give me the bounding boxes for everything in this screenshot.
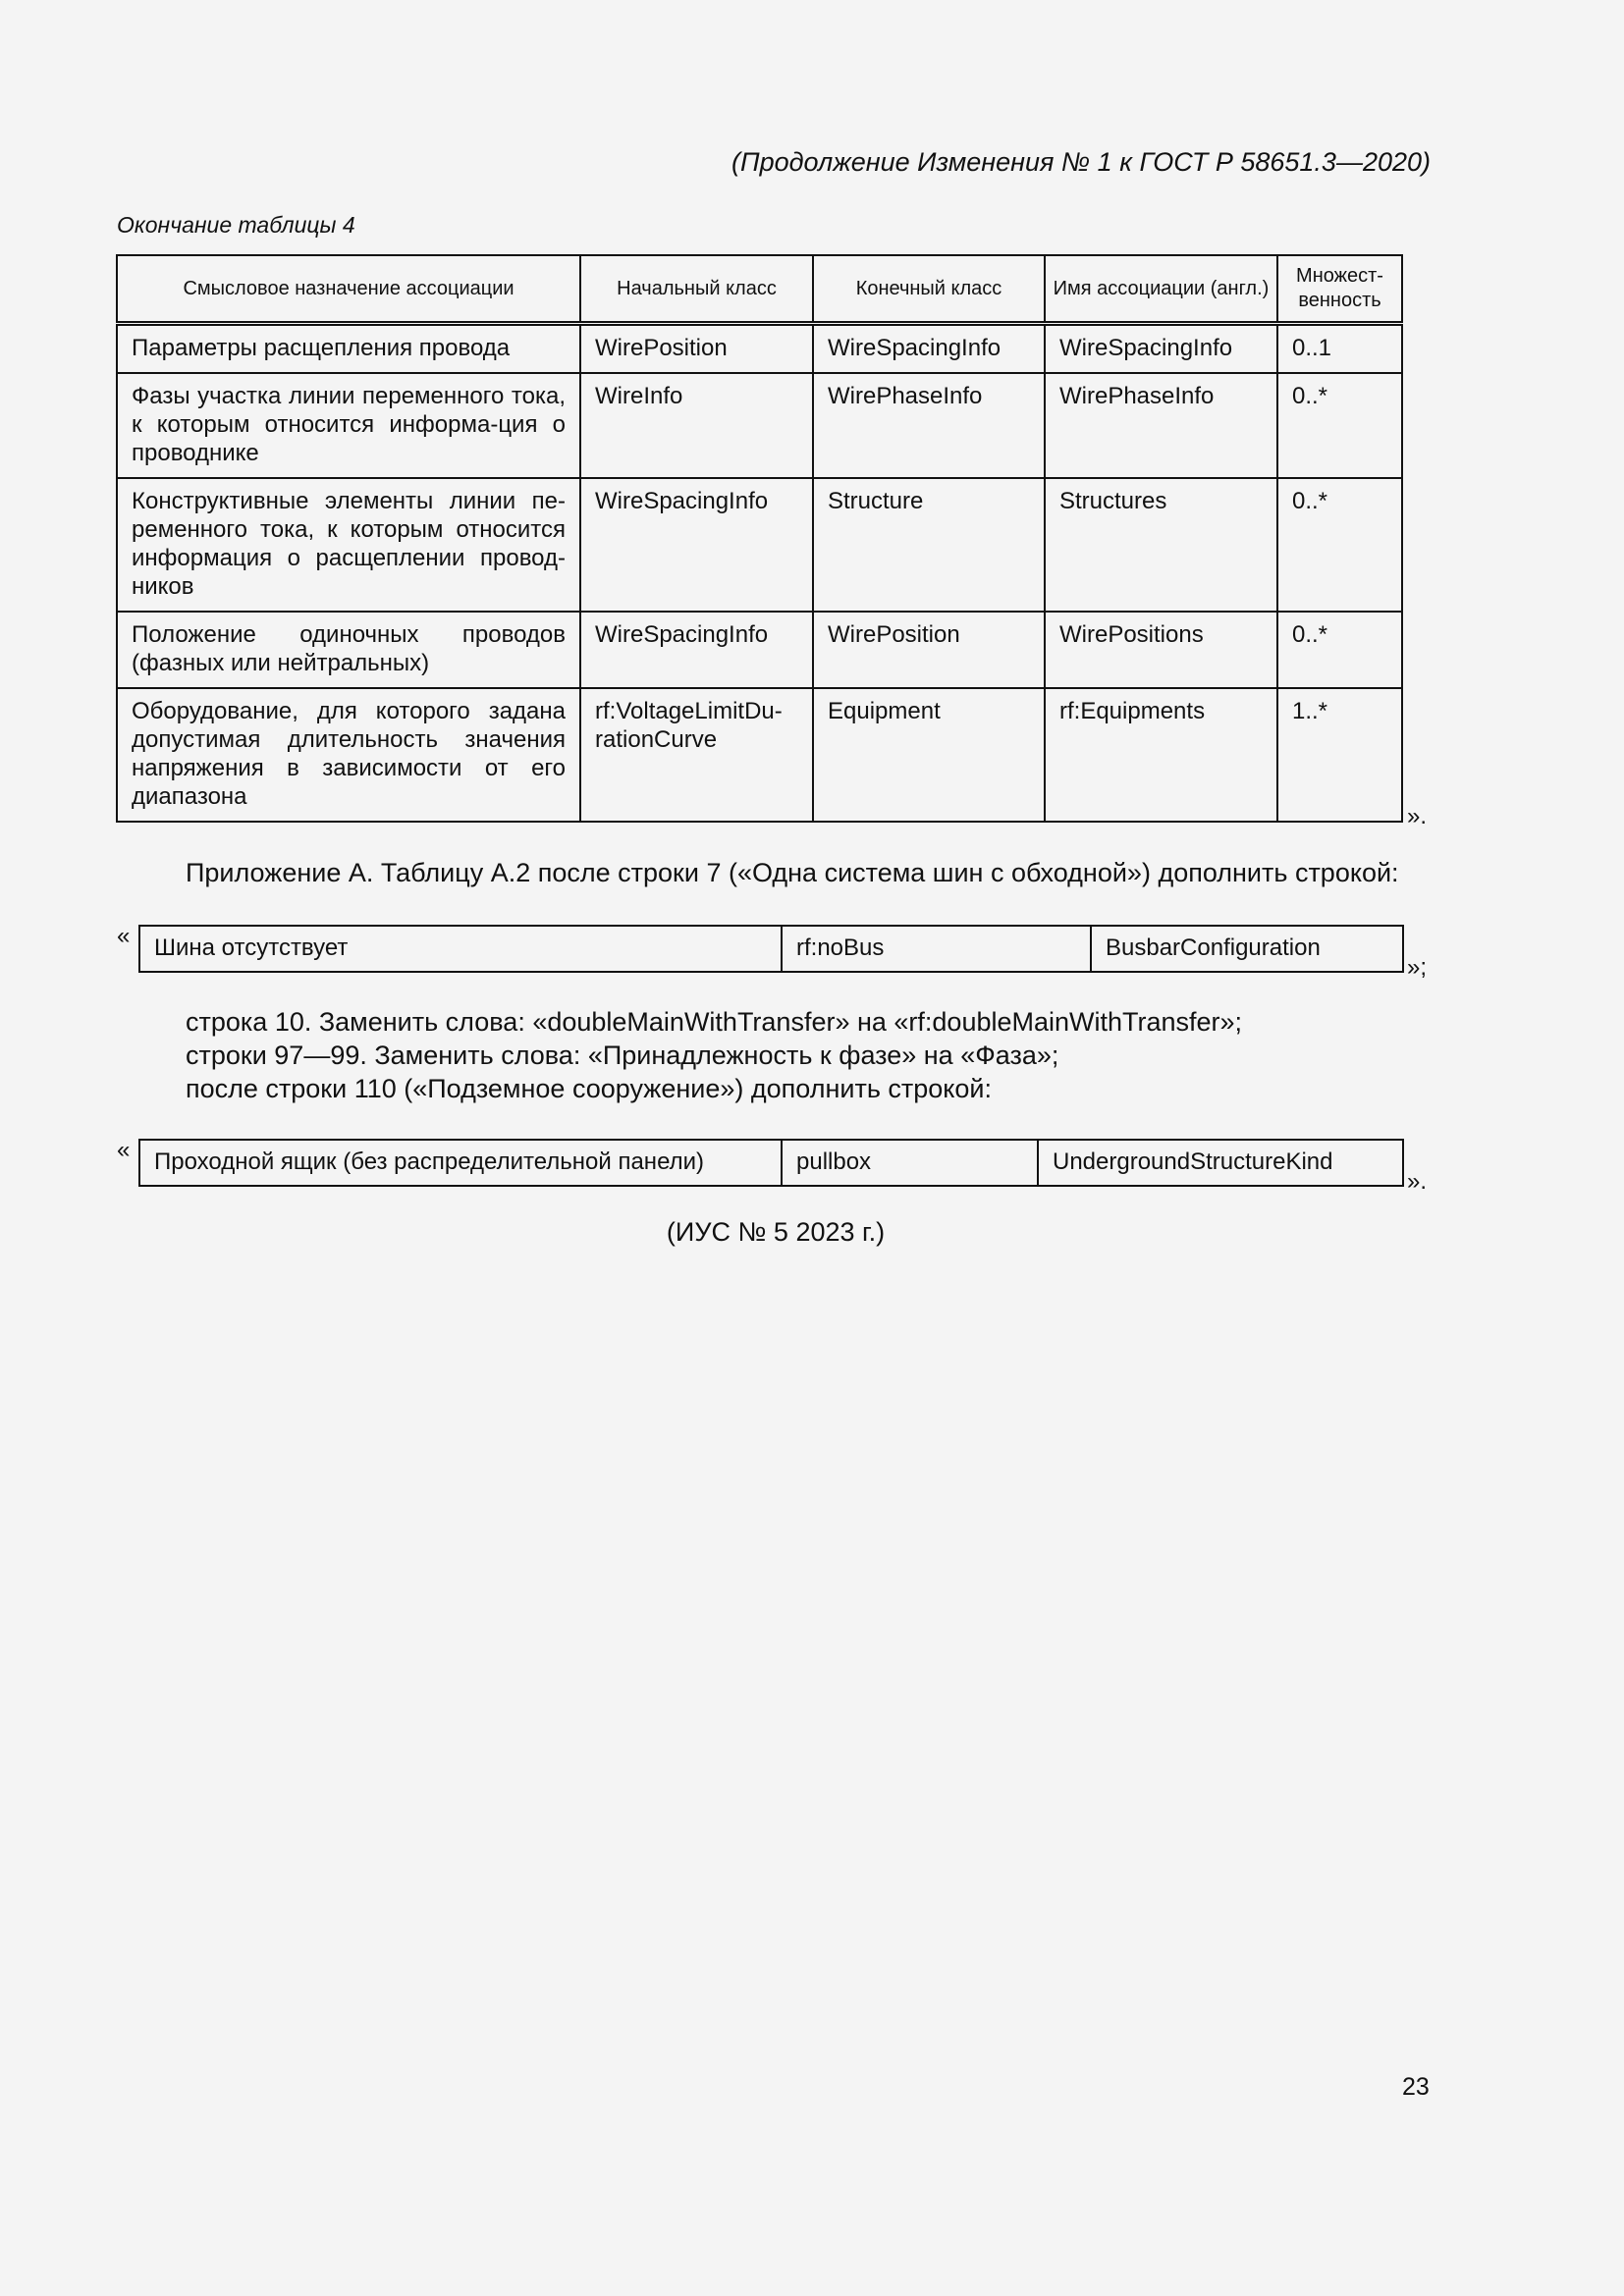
table-row xyxy=(117,373,1402,478)
table-header-row xyxy=(117,255,1402,324)
row-value-cell: rf:noBus xyxy=(782,926,1091,972)
column-header: Начальный класс xyxy=(580,255,813,324)
column-header: Имя ассоциации (англ.) xyxy=(1045,255,1277,324)
start-class-cell: rf:VoltageLimitDu-rationCurve xyxy=(580,688,813,822)
column-header: Множест-венность xyxy=(1277,255,1402,324)
table-row xyxy=(117,612,1402,688)
end-class-cell: WirePosition xyxy=(813,612,1045,688)
closing-quote: ». xyxy=(1407,803,1428,829)
opening-quote: « xyxy=(117,1137,131,1163)
table-4 xyxy=(116,254,1403,823)
amendment-line: после строки 110 («Подземное сооружение») дополнить строкой: xyxy=(186,1074,992,1103)
start-class-cell: WirePosition xyxy=(580,324,813,374)
multiplicity-cell: 0..* xyxy=(1277,612,1402,688)
page-number: 23 xyxy=(1402,2073,1430,2101)
end-class-cell: WireSpacingInfo xyxy=(813,324,1045,374)
end-class-cell: Structure xyxy=(813,478,1045,612)
start-class-cell: WireInfo xyxy=(580,373,813,478)
appendix-intro-paragraph: Приложение А. Таблицу А.2 после строки 7 («Одна система шин с обходной») дополнить строкой: xyxy=(186,858,1399,887)
opening-quote: « xyxy=(117,923,131,949)
table-row xyxy=(117,478,1402,612)
closing-quote: »; xyxy=(1407,954,1428,981)
row-enum-cell: BusbarConfiguration xyxy=(1091,926,1403,972)
column-header: Конечный класс xyxy=(813,255,1045,324)
row-value-cell: pullbox xyxy=(782,1140,1038,1186)
multiplicity-cell: 0..* xyxy=(1277,478,1402,612)
amendment-line: строки 97—99. Заменить слова: «Принадлежность к фазе» на «Фаза»; xyxy=(186,1041,1059,1070)
purpose-cell: Параметры расщепления провода xyxy=(117,324,580,374)
table-row xyxy=(139,1140,1403,1186)
multiplicity-cell: 1..* xyxy=(1277,688,1402,822)
assoc-name-cell: rf:Equipments xyxy=(1045,688,1277,822)
table-row xyxy=(139,926,1403,972)
multiplicity-cell: 0..1 xyxy=(1277,324,1402,374)
purpose-cell: Оборудование, для которого задана допустимая длительность значения напряжения в зависимости от его диапазона xyxy=(117,688,580,822)
busbar-row-table xyxy=(138,925,1404,973)
purpose-cell: Конструктивные элементы линии пе-ременного тока, к которым относится информация о расщеплении провод-ников xyxy=(117,478,580,612)
closing-quote: ». xyxy=(1407,1168,1428,1195)
column-header: Смысловое назначение ассоциации xyxy=(117,255,580,324)
end-class-cell: WirePhaseInfo xyxy=(813,373,1045,478)
underground-row-table xyxy=(138,1139,1404,1187)
purpose-cell: Фазы участка линии переменного тока, к которым относится информа-ция о проводнике xyxy=(117,373,580,478)
ius-reference: (ИУС № 5 2023 г.) xyxy=(666,1217,886,1247)
multiplicity-cell: 0..* xyxy=(1277,373,1402,478)
assoc-name-cell: Structures xyxy=(1045,478,1277,612)
row-enum-cell: UndergroundStructureKind xyxy=(1038,1140,1403,1186)
amendment-line: строка 10. Заменить слова: «doubleMainWithTransfer» на «rf:doubleMainWithTransfer»; xyxy=(186,1007,1243,1037)
start-class-cell: WireSpacingInfo xyxy=(580,612,813,688)
row-name-cell: Шина отсутствует xyxy=(139,926,782,972)
table-row xyxy=(117,688,1402,822)
running-header: (Продолжение Изменения № 1 к ГОСТ Р 58651.3—2020) xyxy=(731,147,1431,177)
purpose-cell: Положение одиночных проводов (фазных или нейтральных) xyxy=(117,612,580,688)
start-class-cell: WireSpacingInfo xyxy=(580,478,813,612)
end-class-cell: Equipment xyxy=(813,688,1045,822)
table-caption: Окончание таблицы 4 xyxy=(117,212,355,238)
table-row xyxy=(117,324,1402,374)
row-name-cell: Проходной ящик (без распределительной панели) xyxy=(139,1140,782,1186)
assoc-name-cell: WirePositions xyxy=(1045,612,1277,688)
assoc-name-cell: WireSpacingInfo xyxy=(1045,324,1277,374)
assoc-name-cell: WirePhaseInfo xyxy=(1045,373,1277,478)
